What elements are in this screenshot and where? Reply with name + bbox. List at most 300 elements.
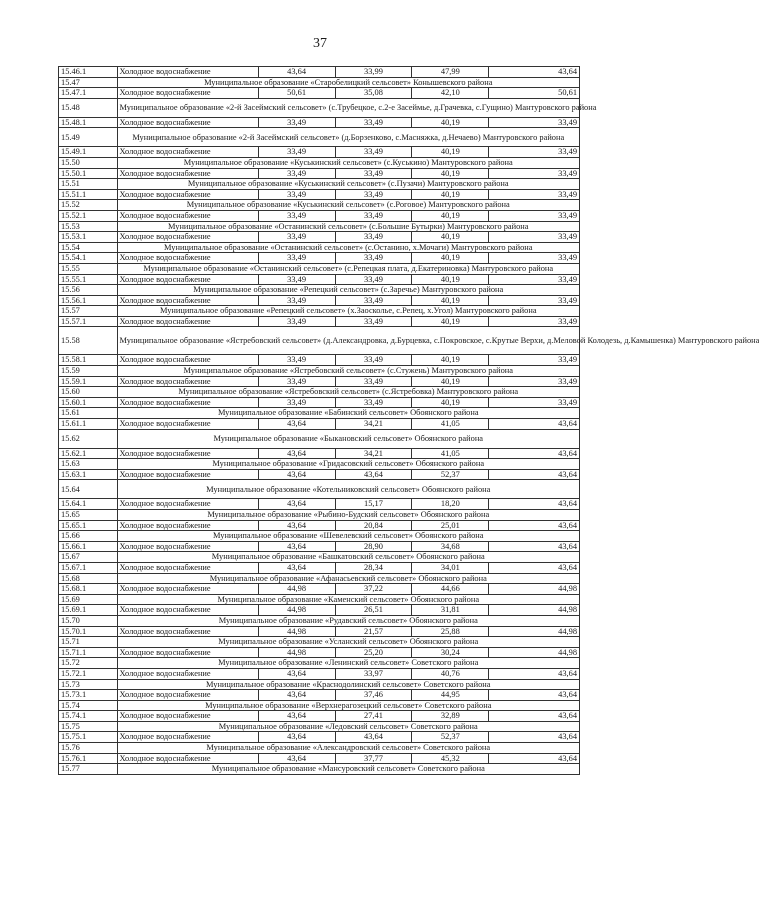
tariff-value: 40,19 bbox=[412, 253, 489, 264]
municipality-name: Муниципальное образование «Верхнерагозецкий сельсовет» Советского района bbox=[117, 700, 579, 711]
tariff-value: 43,64 bbox=[258, 562, 335, 573]
row-code: 15.52 bbox=[59, 200, 118, 211]
tariff-value: 33,49 bbox=[258, 253, 335, 264]
tariff-row bbox=[59, 67, 580, 78]
tariff-value: 44,95 bbox=[412, 690, 489, 701]
row-code: 15.50.1 bbox=[59, 168, 118, 179]
municipality-name: Муниципальное образование «Останинский сельсовет» (с.Останино, х.Мочаги) Мантуровского района bbox=[117, 242, 579, 253]
tariff-value: 43,64 bbox=[489, 67, 580, 78]
tariff-value: 40,19 bbox=[412, 295, 489, 306]
tariff-value: 33,49 bbox=[335, 253, 412, 264]
row-code: 15.61 bbox=[59, 408, 118, 419]
municipality-header-row bbox=[59, 679, 580, 690]
tariff-value: 37,22 bbox=[335, 584, 412, 595]
tariff-value: 40,19 bbox=[412, 274, 489, 285]
row-code: 15.69 bbox=[59, 594, 118, 605]
row-code: 15.58 bbox=[59, 327, 118, 355]
tariff-row bbox=[59, 753, 580, 764]
row-code: 15.55.1 bbox=[59, 274, 118, 285]
tariff-value: 37,46 bbox=[335, 690, 412, 701]
tariff-row bbox=[59, 419, 580, 430]
tariff-value: 33,49 bbox=[335, 210, 412, 221]
row-code: 15.57 bbox=[59, 306, 118, 317]
row-code: 15.47 bbox=[59, 77, 118, 88]
service-name: Холодное водоснабжение bbox=[117, 232, 258, 243]
tariff-value: 33,49 bbox=[335, 232, 412, 243]
municipality-name: Муниципальное образование «Мансуровский сельсовет» Советского района bbox=[117, 764, 579, 775]
row-code: 15.71 bbox=[59, 637, 118, 648]
tariff-value: 43,64 bbox=[258, 690, 335, 701]
tariff-value: 43,64 bbox=[258, 499, 335, 510]
service-name: Холодное водоснабжение bbox=[117, 355, 258, 366]
tariff-value: 31,81 bbox=[412, 605, 489, 616]
municipality-header-row bbox=[59, 552, 580, 563]
tariff-value: 43,64 bbox=[489, 419, 580, 430]
tariff-row bbox=[59, 316, 580, 327]
tariff-value: 47,99 bbox=[412, 67, 489, 78]
service-name: Холодное водоснабжение bbox=[117, 647, 258, 658]
municipality-header-row bbox=[59, 459, 580, 470]
municipality-header-row bbox=[59, 242, 580, 253]
municipality-name: Муниципальное образование «Бабинский сельсовет» Обоянского района bbox=[117, 408, 579, 419]
tariff-value: 44,98 bbox=[258, 626, 335, 637]
municipality-header-row bbox=[59, 157, 580, 168]
tariff-value: 40,19 bbox=[412, 316, 489, 327]
tariff-row bbox=[59, 626, 580, 637]
tariff-value: 33,49 bbox=[335, 397, 412, 408]
municipality-header-row bbox=[59, 200, 580, 211]
municipality-name: Муниципальное образование «Шевелевский сельсовет» Обоянского района bbox=[117, 531, 579, 542]
row-code: 15.49.1 bbox=[59, 147, 118, 158]
service-name: Холодное водоснабжение bbox=[117, 668, 258, 679]
tariff-value: 43,64 bbox=[489, 541, 580, 552]
tariff-value: 43,64 bbox=[489, 711, 580, 722]
row-code: 15.63 bbox=[59, 459, 118, 470]
row-code: 15.51 bbox=[59, 179, 118, 190]
tariff-value: 33,49 bbox=[258, 316, 335, 327]
municipality-header-row bbox=[59, 594, 580, 605]
tariff-value: 44,66 bbox=[412, 584, 489, 595]
municipality-name: Муниципальное образование «Куськинский сельсовет» (с.Роговое) Мантуровского района bbox=[117, 200, 579, 211]
municipality-header-row bbox=[59, 366, 580, 377]
municipality-header-row bbox=[59, 510, 580, 521]
tariff-value: 40,19 bbox=[412, 168, 489, 179]
service-name: Холодное водоснабжение bbox=[117, 88, 258, 99]
tariff-value: 43,64 bbox=[489, 499, 580, 510]
tariff-value: 33,49 bbox=[258, 355, 335, 366]
tariff-value: 25,88 bbox=[412, 626, 489, 637]
tariff-value: 33,49 bbox=[489, 147, 580, 158]
municipality-header-row bbox=[59, 306, 580, 317]
row-code: 15.65 bbox=[59, 510, 118, 521]
tariff-value: 15,17 bbox=[335, 499, 412, 510]
service-name: Холодное водоснабжение bbox=[117, 469, 258, 480]
tariff-value: 33,49 bbox=[258, 117, 335, 128]
tariff-value: 33,49 bbox=[258, 397, 335, 408]
row-code: 15.50 bbox=[59, 157, 118, 168]
tariff-value: 33,49 bbox=[335, 168, 412, 179]
row-code: 15.62 bbox=[59, 429, 118, 448]
tariff-value: 33,49 bbox=[489, 316, 580, 327]
row-code: 15.73 bbox=[59, 679, 118, 690]
tariff-row bbox=[59, 117, 580, 128]
tariff-value: 43,64 bbox=[258, 469, 335, 480]
tariff-value: 43,64 bbox=[489, 562, 580, 573]
tariff-value: 33,49 bbox=[489, 376, 580, 387]
row-code: 15.74.1 bbox=[59, 711, 118, 722]
tariff-value: 35,08 bbox=[335, 88, 412, 99]
tariff-value: 43,64 bbox=[258, 67, 335, 78]
tariff-row bbox=[59, 605, 580, 616]
tariff-value: 33,49 bbox=[258, 147, 335, 158]
row-code: 15.62.1 bbox=[59, 448, 118, 459]
tariff-value: 43,64 bbox=[489, 469, 580, 480]
tariff-row bbox=[59, 168, 580, 179]
municipality-header-row bbox=[59, 615, 580, 626]
service-name: Холодное водоснабжение bbox=[117, 584, 258, 595]
tariff-value: 41,05 bbox=[412, 419, 489, 430]
tariff-value: 44,98 bbox=[489, 647, 580, 658]
municipality-name: Муниципальное образование «Котельниковский сельсовет» Обоянского района bbox=[117, 480, 579, 499]
municipality-header-row bbox=[59, 658, 580, 669]
tariff-value: 40,76 bbox=[412, 668, 489, 679]
tariff-value: 27,41 bbox=[335, 711, 412, 722]
tariff-row bbox=[59, 520, 580, 531]
service-name: Холодное водоснабжение bbox=[117, 732, 258, 743]
row-code: 15.56 bbox=[59, 285, 118, 296]
tariff-value: 34,21 bbox=[335, 448, 412, 459]
tariff-value: 37,77 bbox=[335, 753, 412, 764]
tariff-value: 43,64 bbox=[258, 668, 335, 679]
municipality-header-row bbox=[59, 128, 580, 147]
tariff-value: 33,49 bbox=[489, 210, 580, 221]
row-code: 15.54.1 bbox=[59, 253, 118, 264]
tariff-value: 33,49 bbox=[489, 355, 580, 366]
row-code: 15.75 bbox=[59, 721, 118, 732]
tariff-value: 25,20 bbox=[335, 647, 412, 658]
municipality-name: Муниципальное образование «Куськинский сельсовет» (с.Куськино) Мантуровского района bbox=[117, 157, 579, 168]
tariff-value: 33,49 bbox=[335, 355, 412, 366]
service-name: Холодное водоснабжение bbox=[117, 397, 258, 408]
tariff-value: 33,49 bbox=[489, 189, 580, 200]
municipality-header-row bbox=[59, 721, 580, 732]
row-code: 15.60 bbox=[59, 387, 118, 398]
municipality-name: Муниципальное образование «Краснодолинский сельсовет» Советского района bbox=[117, 679, 579, 690]
row-code: 15.68 bbox=[59, 573, 118, 584]
municipality-header-row bbox=[59, 429, 580, 448]
municipality-name: Муниципальное образование «Афанасьевский сельсовет» Обоянского района bbox=[117, 573, 579, 584]
tariff-row bbox=[59, 732, 580, 743]
tariff-value: 30,24 bbox=[412, 647, 489, 658]
row-code: 15.53.1 bbox=[59, 232, 118, 243]
tariff-value: 40,19 bbox=[412, 210, 489, 221]
tariff-value: 33,49 bbox=[489, 397, 580, 408]
tariff-value: 52,37 bbox=[412, 732, 489, 743]
tariff-value: 33,49 bbox=[258, 168, 335, 179]
tariff-value: 43,64 bbox=[489, 732, 580, 743]
tariff-value: 40,19 bbox=[412, 397, 489, 408]
row-code: 15.49 bbox=[59, 128, 118, 147]
row-code: 15.53 bbox=[59, 221, 118, 232]
row-code: 15.47.1 bbox=[59, 88, 118, 99]
row-code: 15.48 bbox=[59, 98, 118, 117]
tariff-row bbox=[59, 295, 580, 306]
municipality-header-row bbox=[59, 531, 580, 542]
tariff-row bbox=[59, 210, 580, 221]
row-code: 15.70.1 bbox=[59, 626, 118, 637]
tariff-row bbox=[59, 376, 580, 387]
tariff-row bbox=[59, 88, 580, 99]
tariff-value: 33,49 bbox=[335, 147, 412, 158]
tariff-table-body bbox=[59, 67, 759, 775]
tariff-value: 44,98 bbox=[258, 584, 335, 595]
tariff-value: 40,19 bbox=[412, 232, 489, 243]
municipality-header-row bbox=[59, 387, 580, 398]
tariff-value: 33,49 bbox=[335, 189, 412, 200]
service-name: Холодное водоснабжение bbox=[117, 448, 258, 459]
row-code: 15.76.1 bbox=[59, 753, 118, 764]
service-name: Холодное водоснабжение bbox=[117, 67, 258, 78]
municipality-name: Муниципальное образование «Куськинский сельсовет» (с.Пузачи) Мантуровского района bbox=[117, 179, 579, 190]
row-code: 15.75.1 bbox=[59, 732, 118, 743]
tariff-value: 43,64 bbox=[258, 419, 335, 430]
tariff-row bbox=[59, 711, 580, 722]
row-code: 15.64.1 bbox=[59, 499, 118, 510]
tariff-value: 44,98 bbox=[258, 647, 335, 658]
tariff-row bbox=[59, 189, 580, 200]
municipality-header-row bbox=[59, 408, 580, 419]
tariff-value: 18,20 bbox=[412, 499, 489, 510]
municipality-name: Муниципальное образование «Усланский сельсовет» Обоянского района bbox=[117, 637, 579, 648]
tariff-value: 43,64 bbox=[258, 711, 335, 722]
tariff-value: 34,21 bbox=[335, 419, 412, 430]
tariff-value: 34,68 bbox=[412, 541, 489, 552]
municipality-header-row bbox=[59, 573, 580, 584]
tariff-value: 33,49 bbox=[258, 274, 335, 285]
tariff-row bbox=[59, 355, 580, 366]
service-name: Холодное водоснабжение bbox=[117, 274, 258, 285]
tariff-value: 33,49 bbox=[489, 253, 580, 264]
row-code: 15.46.1 bbox=[59, 67, 118, 78]
tariff-value: 33,49 bbox=[258, 210, 335, 221]
tariff-value: 43,64 bbox=[258, 732, 335, 743]
municipality-name: Муниципальное образование «Быкановский сельсовет» Обоянского района bbox=[117, 429, 579, 448]
tariff-value: 45,32 bbox=[412, 753, 489, 764]
service-name: Холодное водоснабжение bbox=[117, 690, 258, 701]
tariff-row bbox=[59, 397, 580, 408]
tariff-row bbox=[59, 469, 580, 480]
municipality-name: Муниципальное образование «Останинский сельсовет» (с.Большие Бутырки) Мантуровского района bbox=[117, 221, 579, 232]
municipality-header-row bbox=[59, 179, 580, 190]
tariff-row bbox=[59, 562, 580, 573]
tariff-row bbox=[59, 647, 580, 658]
municipality-header-row bbox=[59, 637, 580, 648]
municipality-header-row bbox=[59, 98, 580, 117]
municipality-name: Муниципальное образование «Ленинский сельсовет» Советского района bbox=[117, 658, 579, 669]
tariff-value: 40,19 bbox=[412, 147, 489, 158]
tariff-value: 33,99 bbox=[335, 67, 412, 78]
tariff-value: 40,19 bbox=[412, 355, 489, 366]
tariff-row bbox=[59, 499, 580, 510]
tariff-value: 33,49 bbox=[489, 295, 580, 306]
tariff-value: 50,61 bbox=[258, 88, 335, 99]
tariff-row bbox=[59, 690, 580, 701]
row-code: 15.71.1 bbox=[59, 647, 118, 658]
row-code: 15.56.1 bbox=[59, 295, 118, 306]
tariff-value: 28,34 bbox=[335, 562, 412, 573]
row-code: 15.54 bbox=[59, 242, 118, 253]
municipality-name: Муниципальное образование «2-й Засеймский сельсовет» (с.Трубецкое, с.2-е Засеймье, д.Грачевка, с.Гущино) Мантуровского района bbox=[117, 98, 579, 117]
row-code: 15.51.1 bbox=[59, 189, 118, 200]
service-name: Холодное водоснабжение bbox=[117, 147, 258, 158]
tariff-value: 34,01 bbox=[412, 562, 489, 573]
tariff-value: 33,49 bbox=[489, 168, 580, 179]
municipality-header-row bbox=[59, 480, 580, 499]
municipality-header-row bbox=[59, 743, 580, 754]
municipality-header-row bbox=[59, 327, 580, 355]
municipality-name: Муниципальное образование «Старобелицкий сельсовет» Конышевского района bbox=[117, 77, 579, 88]
tariff-value: 43,64 bbox=[489, 520, 580, 531]
tariff-value: 40,19 bbox=[412, 376, 489, 387]
tariff-row bbox=[59, 232, 580, 243]
municipality-name: Муниципальное образование «Репецкий сельсовет» (х.Заосколье, с.Репец, х.Угол) Мантуровского района bbox=[117, 306, 579, 317]
tariff-value: 33,97 bbox=[335, 668, 412, 679]
tariff-value: 43,64 bbox=[258, 753, 335, 764]
service-name: Холодное водоснабжение bbox=[117, 210, 258, 221]
tariff-value: 33,49 bbox=[489, 117, 580, 128]
tariff-value: 33,49 bbox=[258, 376, 335, 387]
tariff-value: 43,64 bbox=[335, 469, 412, 480]
tariff-value: 43,64 bbox=[258, 448, 335, 459]
tariff-value: 52,37 bbox=[412, 469, 489, 480]
row-code: 15.77 bbox=[59, 764, 118, 775]
service-name: Холодное водоснабжение bbox=[117, 295, 258, 306]
row-code: 15.74 bbox=[59, 700, 118, 711]
municipality-name: Муниципальное образование «Репецкий сельсовет» (с.Заречье) Мантуровского района bbox=[117, 285, 579, 296]
row-code: 15.76 bbox=[59, 743, 118, 754]
service-name: Холодное водоснабжение bbox=[117, 541, 258, 552]
tariff-row bbox=[59, 274, 580, 285]
row-code: 15.60.1 bbox=[59, 397, 118, 408]
tariff-value: 43,64 bbox=[258, 520, 335, 531]
tariff-value: 33,49 bbox=[258, 189, 335, 200]
tariff-value: 43,64 bbox=[489, 753, 580, 764]
municipality-name: Муниципальное образование «Ястребовский сельсовет» (д.Александровка, д.Бурцевка, с.Покровское, с.Крутые Верхи, д.Меловой Колодезь, д.Камышенка) Мантуровского района bbox=[117, 327, 579, 355]
tariff-value: 28,90 bbox=[335, 541, 412, 552]
tariff-row bbox=[59, 668, 580, 679]
municipality-name: Муниципальное образование «Рыбино-Будский сельсовет» Обоянского района bbox=[117, 510, 579, 521]
row-code: 15.52.1 bbox=[59, 210, 118, 221]
tariff-value: 43,64 bbox=[489, 690, 580, 701]
tariff-value: 33,49 bbox=[258, 295, 335, 306]
row-code: 15.66 bbox=[59, 531, 118, 542]
service-name: Холодное водоснабжение bbox=[117, 376, 258, 387]
municipality-header-row bbox=[59, 77, 580, 88]
tariff-value: 21,57 bbox=[335, 626, 412, 637]
row-code: 15.70 bbox=[59, 615, 118, 626]
municipality-name: Муниципальное образование «Ледовский сельсовет» Советского района bbox=[117, 721, 579, 732]
row-code: 15.69.1 bbox=[59, 605, 118, 616]
service-name: Холодное водоснабжение bbox=[117, 605, 258, 616]
row-code: 15.59 bbox=[59, 366, 118, 377]
municipality-name: Муниципальное образование «Ястребовский сельсовет» (с.Ястребовка) Мантуровского района bbox=[117, 387, 579, 398]
tariff-value: 40,19 bbox=[412, 189, 489, 200]
tariff-value: 44,98 bbox=[489, 584, 580, 595]
tariff-value: 26,51 bbox=[335, 605, 412, 616]
tariff-value: 42,10 bbox=[412, 88, 489, 99]
tariff-value: 33,49 bbox=[258, 232, 335, 243]
tariff-value: 43,64 bbox=[489, 668, 580, 679]
service-name: Холодное водоснабжение bbox=[117, 520, 258, 531]
row-code: 15.48.1 bbox=[59, 117, 118, 128]
tariff-value: 33,49 bbox=[335, 316, 412, 327]
service-name: Холодное водоснабжение bbox=[117, 711, 258, 722]
tariff-value: 33,49 bbox=[335, 117, 412, 128]
municipality-name: Муниципальное образование «Рудавский сельсовет» Обоянского района bbox=[117, 615, 579, 626]
municipality-header-row bbox=[59, 285, 580, 296]
tariff-row bbox=[59, 584, 580, 595]
service-name: Холодное водоснабжение bbox=[117, 499, 258, 510]
tariff-value: 40,19 bbox=[412, 117, 489, 128]
municipality-name: Муниципальное образование «Александровский сельсовет» Советского района bbox=[117, 743, 579, 754]
row-code: 15.72 bbox=[59, 658, 118, 669]
tariff-value: 33,49 bbox=[489, 274, 580, 285]
tariff-value: 25,01 bbox=[412, 520, 489, 531]
municipality-name: Муниципальное образование «Башкатовский сельсовет» Обоянского района bbox=[117, 552, 579, 563]
tariff-value: 44,98 bbox=[489, 605, 580, 616]
tariff-value: 43,64 bbox=[335, 732, 412, 743]
municipality-header-row bbox=[59, 764, 580, 775]
service-name: Холодное водоснабжение bbox=[117, 117, 258, 128]
municipality-name: Муниципальное образование «Гридасовский сельсовет» Обоянского района bbox=[117, 459, 579, 470]
row-code: 15.72.1 bbox=[59, 668, 118, 679]
tariff-value: 50,61 bbox=[489, 88, 580, 99]
tariff-row bbox=[59, 147, 580, 158]
tariff-value: 33,49 bbox=[335, 376, 412, 387]
row-code: 15.67.1 bbox=[59, 562, 118, 573]
row-code: 15.64 bbox=[59, 480, 118, 499]
row-code: 15.67 bbox=[59, 552, 118, 563]
tariff-value: 41,05 bbox=[412, 448, 489, 459]
tariff-value: 20,84 bbox=[335, 520, 412, 531]
row-code: 15.68.1 bbox=[59, 584, 118, 595]
service-name: Холодное водоснабжение bbox=[117, 419, 258, 430]
municipality-header-row bbox=[59, 700, 580, 711]
municipality-name: Муниципальное образование «Каменский сельсовет» Обоянского района bbox=[117, 594, 579, 605]
municipality-name: Муниципальное образование «Останинский сельсовет» (с.Репецкая плата, д.Екатериновка) Мантуровского района bbox=[117, 263, 579, 274]
service-name: Холодное водоснабжение bbox=[117, 168, 258, 179]
tariff-value: 43,64 bbox=[258, 541, 335, 552]
tariff-value: 33,49 bbox=[335, 274, 412, 285]
tariff-table bbox=[58, 66, 759, 775]
tariff-row bbox=[59, 448, 580, 459]
service-name: Холодное водоснабжение bbox=[117, 189, 258, 200]
tariff-value: 43,64 bbox=[489, 448, 580, 459]
municipality-name: Муниципальное образование «2-й Засеймский сельсовет» (д.Борзенково, с.Масняжка, д.Нечаево) Мантуровского района bbox=[117, 128, 579, 147]
row-code: 15.57.1 bbox=[59, 316, 118, 327]
tariff-value: 44,98 bbox=[489, 626, 580, 637]
tariff-value: 32,89 bbox=[412, 711, 489, 722]
tariff-value: 33,49 bbox=[335, 295, 412, 306]
page-number: 37 bbox=[313, 36, 327, 51]
tariff-row bbox=[59, 541, 580, 552]
row-code: 15.58.1 bbox=[59, 355, 118, 366]
tariff-row bbox=[59, 253, 580, 264]
row-code: 15.61.1 bbox=[59, 419, 118, 430]
service-name: Холодное водоснабжение bbox=[117, 253, 258, 264]
service-name: Холодное водоснабжение bbox=[117, 626, 258, 637]
row-code: 15.55 bbox=[59, 263, 118, 274]
